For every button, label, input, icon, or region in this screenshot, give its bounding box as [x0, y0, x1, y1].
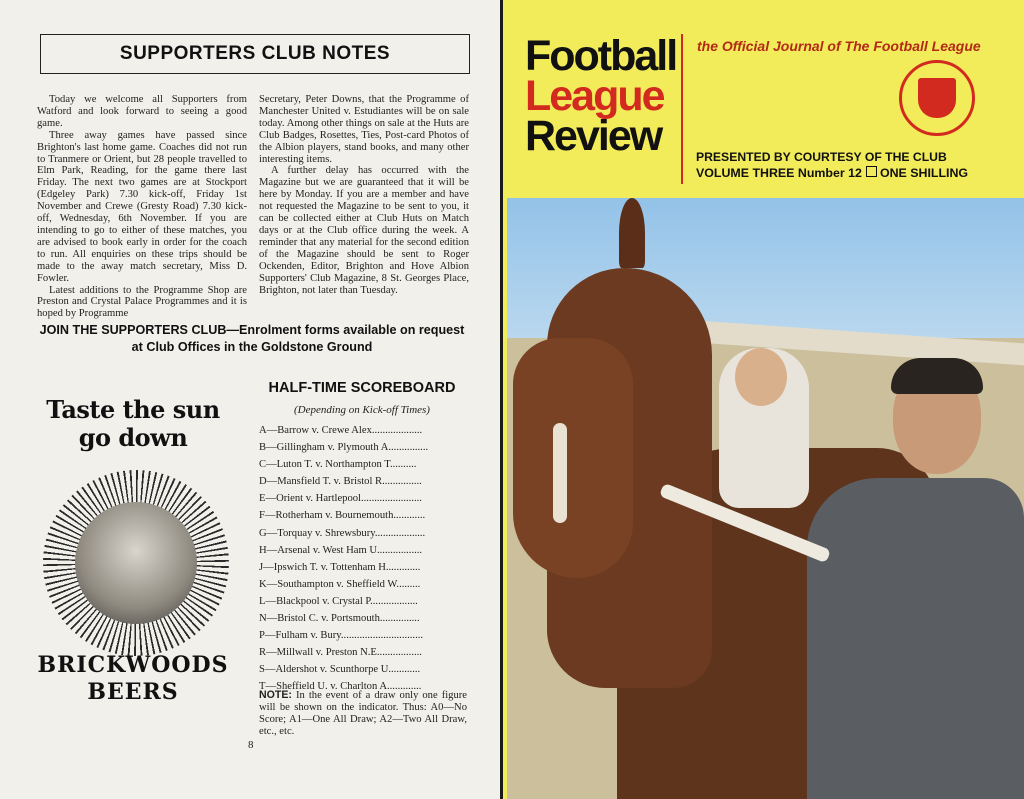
notes-title: SUPPORTERS CLUB NOTES	[119, 43, 391, 64]
scoreboard-note	[259, 689, 467, 738]
notes-paragraph: A further delay has occurred with the Magazine but we are guaranteed that it will be here by Monday. If you are a member and have not requested the Magazine to be sent to you, it can be collected either at Club Huts on Match days or at the Club office during the week. A reminder that any material for the second edition of the Magazine should be sent to Roger Ockenden, Editor, Brighton and Hove Albion Supporters' Club Magazine, 8 St. Georges Place, Brighton, not later than Tuesday.	[259, 165, 469, 296]
price: ONE SHILLING	[879, 166, 969, 180]
cover-photo	[507, 198, 1024, 799]
advert-headline	[24, 396, 242, 452]
scoreboard-row: L—Blackpool v. Crystal P..................	[259, 595, 418, 607]
join-line-1: JOIN THE SUPPORTERS CLUB—Enrolment forms available on request	[39, 323, 465, 337]
checkbox-square-icon	[866, 166, 877, 177]
scoreboard-list	[259, 422, 467, 696]
masthead-word-2: League	[525, 72, 664, 120]
league-crest-icon	[899, 60, 975, 136]
advert-brand-line-2: BEERS	[87, 679, 179, 705]
scoreboard-subtitle: (Depending on Kick-off Times)	[294, 404, 430, 416]
scoreboard-row: A—Barrow v. Crewe Alex...................	[259, 425, 423, 436]
scoreboard-row: N—Bristol C. v. Portsmouth...............	[259, 613, 420, 625]
join-banner	[34, 322, 470, 356]
volume-number: VOLUME THREE Number 12	[696, 166, 862, 180]
scoreboard-title: HALF-TIME SCOREBOARD	[268, 380, 456, 396]
scoreboard-row: R—Millwall v. Preston N.E.................	[259, 647, 422, 659]
masthead-divider	[681, 34, 683, 184]
photo-man-hair	[891, 358, 983, 394]
notes-column-1	[37, 94, 247, 320]
photo-horse-blaze	[553, 423, 567, 523]
photo-man-suit	[807, 478, 1024, 799]
masthead-word-3: Review	[525, 112, 662, 160]
notes-paragraph: Today we welcome all Supporters from Watford and look forward to seeing a good game.	[37, 94, 247, 129]
scoreboard-row: G—Torquay v. Shrewsbury...................	[259, 527, 426, 539]
scoreboard-row: B—Gillingham v. Plymouth A...............	[259, 442, 429, 454]
scoreboard-row: P—Fulham v. Bury...............................	[259, 630, 424, 642]
scoreboard-row: F—Rotherham v. Bournemouth............	[259, 510, 426, 522]
scoreboard-row: D—Mansfield T. v. Bristol R...............	[259, 476, 422, 488]
notes-title-box	[40, 34, 470, 74]
notes-paragraph: Secretary, Peter Downs, that the Programme of Manchester United v. Estudiantes will be on sale today. Among other things on sale at the Huts are Club Badges, Rosettes, Ties, Post-card Photos of the Albion players, stand books, and many other interesting items.	[259, 94, 469, 165]
advert-headline-line-1: Taste the sun	[46, 395, 220, 424]
notes-paragraph: Latest additions to the Programme Shop are Preston and Crystal Palace Programmes and it is hoped by Programme	[37, 284, 247, 320]
scoreboard-row: H—Arsenal v. West Ham U.................	[259, 544, 423, 556]
advert-brand	[24, 652, 242, 706]
join-line-2: at Club Offices in the Goldstone Ground	[131, 340, 373, 354]
scoreboard-row: S—Aldershot v. Scunthorpe U............	[259, 664, 421, 676]
cover-page	[503, 0, 1024, 799]
scoreboard-note-text: In the event of a draw only one figure will be shown on the indicator. Thus: A0—No Score; A1—One All Draw; A2—Two All Draw, etc., etc.	[259, 690, 467, 737]
photo-horse-head	[513, 338, 633, 578]
advert-sunburst-image	[43, 470, 229, 656]
scoreboard-row: K—Southampton v. Sheffield W.........	[259, 578, 421, 590]
scoreboard-row: E—Orient v. Hartlepool.......................	[259, 493, 422, 505]
advert-brand-line-1: BRICKWOODS	[37, 652, 229, 678]
masthead-word-1: Football	[525, 32, 677, 80]
scoreboard-note-label: NOTE:	[259, 689, 292, 701]
left-page	[0, 0, 500, 799]
volume-line	[696, 166, 968, 180]
scoreboard-row: C—Luton T. v. Northampton T..........	[259, 459, 417, 471]
scoreboard-row: T—Sheffield U. v. Charlton A.............	[259, 681, 422, 693]
journal-line: the Official Journal of The Football League	[697, 38, 981, 54]
photo-child-head	[735, 348, 787, 406]
masthead	[525, 32, 677, 160]
notes-paragraph: Three away games have passed since Brighton's last home game. Coaches did not run to Tranmere or Orient, but 28 people travelled to Elm Park, Reading, for the game there last Friday. The next two games are at Stockport (Edgeley Park) 7.30 kick-off, Friday 1st November and Crewe (Gresty Road) 7.30 kick-off, Wednesday, 6th November. If you are intending to go to either of these matches, you are advised to book early in order for the coach to run. All enquiries on these trips should be made to the away match secretary, Miss D. Fowler.	[37, 129, 247, 284]
page-number: 8	[248, 739, 254, 751]
advert-headline-line-2: go down	[78, 423, 188, 452]
advert-portrait-image	[75, 502, 197, 624]
presented-line: PRESENTED BY COURTESY OF THE CLUB	[696, 150, 947, 164]
photo-horse-ear	[619, 198, 645, 268]
notes-column-2	[259, 94, 469, 296]
scoreboard-row: J—Ipswich T. v. Tottenham H.............	[259, 561, 421, 573]
